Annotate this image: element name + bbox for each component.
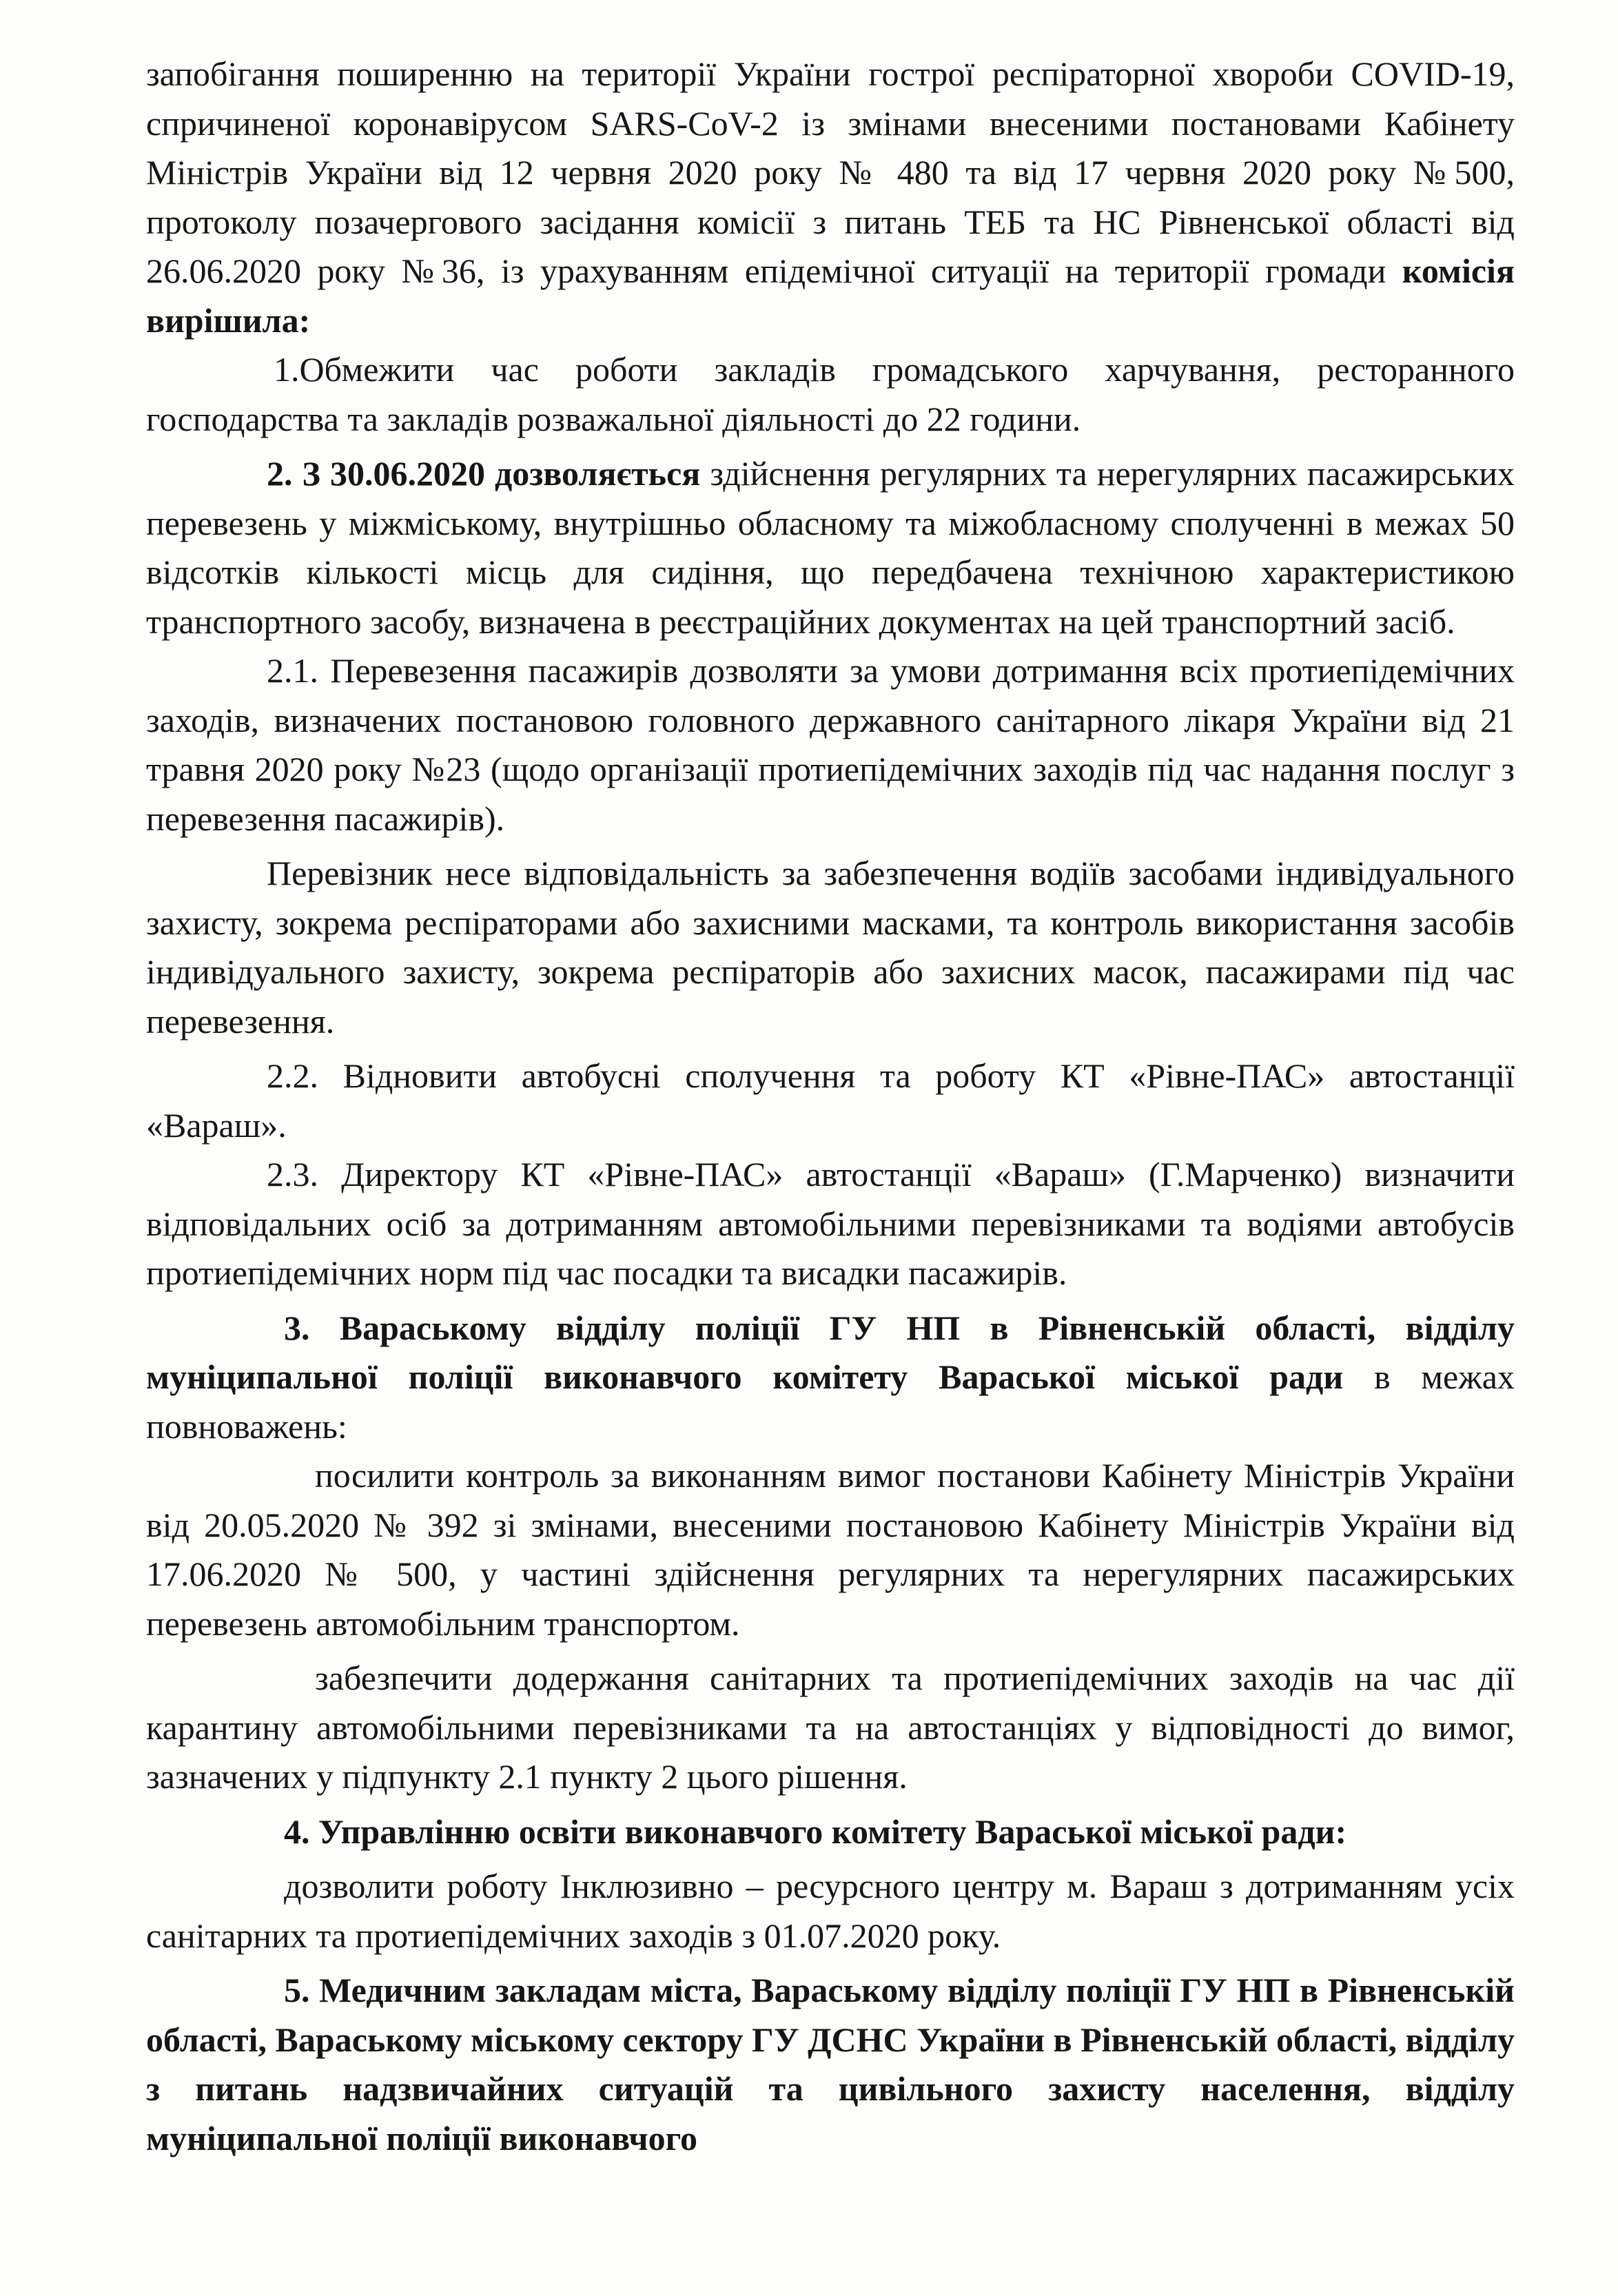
item-4-permit-text: дозволити роботу Інклюзивно – ресурсного центру м. Вараш з дотриманням усіх санітарних та протиепідемічних заходів з 01.07.2020 року. [146,1867,1515,1955]
paragraph-preamble [146,50,1515,345]
paragraph-item-2 [146,449,1515,646]
item-5-heading: 5. Медичним закладам міста, Вараському відділу поліції ГУ НП в Рівненській області, Вараському міському сектору ГУ ДСНС України в Рівненській області, відділу з питань надзвичайних ситуацій та цивільного захисту населення, відділу муніципальної поліції виконавчого [146,1971,1515,2157]
item-2-text: здійснення регулярних та нерегулярних пасажирських перевезень у міжміському, внутрішньо обласному та міжобласному сполученні в межах 50 відсотків кількості місць для сидіння, що передбачена технічною характеристикою транспортного засобу, визначена в реєстраційних документах на цей транспортний засіб. [146,454,1515,641]
decision-heading: комісія вирішила: [146,252,1515,340]
paragraph-item-4 [146,1807,1515,1857]
item-3-text: в межах повноважень: [146,1357,1515,1446]
paragraph-item-4-permit [146,1862,1515,1960]
paragraph-carrier-responsibility [146,849,1515,1046]
item-4-heading: 4. Управлінню освіти виконавчого комітету Вараської міської ради: [284,1812,1347,1851]
paragraph-item-2-2 [146,1052,1515,1150]
preamble-text: запобігання поширенню на території України гострої респіраторної хвороби COVID-19, спричиненої коронавірусом SARS-CoV-2 із змінами внесеними постановами Кабінету Міністрів України від 12 червня 2020 року № 480 та від 17 червня 2020 року №500, протоколу позачергового засідання комісії з питань ТЕБ та НС Рівненської області від 26.06.2020 року №36, із урахуванням епідемічної ситуації на території громади [146,54,1515,290]
paragraph-item-2-3 [146,1150,1515,1298]
paragraph-item-3 [146,1304,1515,1452]
carrier-responsibility-text: Перевізник несе відповідальність за забезпечення водіїв засобами індивідуального захисту, зокрема респіраторами або захисними масками, та контроль використання засобів індивідуального захисту, зокрема респіраторів або захисних масок, пасажирами під час перевезення. [146,854,1515,1041]
item-3-heading: 3. Вараському відділу поліції ГУ НП в Рівненській області, відділу муніципальної поліції виконавчого комітету Вараської міської ради [146,1308,1515,1396]
paragraph-item-3-control [146,1451,1515,1648]
item-2-heading: 2. З 30.06.2020 дозволяється [267,454,701,493]
paragraph-item-3-sanitary [146,1654,1515,1802]
paragraph-item-5 [146,1966,1515,2163]
paragraph-item-1 [146,345,1515,444]
item-1-text: 1.Обмежити час роботи закладів громадського харчування, ресторанного господарства та закладів розважальної діяльності до 22 години. [146,350,1515,438]
item-2-2-text: 2.2. Відновити автобусні сполучення та роботу КТ «Рівне-ПАС» автостанції «Вараш». [146,1056,1515,1145]
item-3-sanitary-text: забезпечити додержання санітарних та протиепідемічних заходів на час дії карантину автомобільними перевізниками та на автостанціях у відповідності до вимог, зазначених у підпункту 2.1 пункту 2 цього рішення. [146,1659,1515,1796]
item-3-control-text: посилити контроль за виконанням вимог постанови Кабінету Міністрів України від 20.05.2020 № 392 зі змінами, внесеними постановою Кабінету Міністрів України від 17.06.2020 № 500, у частині здійснення регулярних та нерегулярних пасажирських перевезень автомобільним транспортом. [146,1456,1515,1643]
item-2-1-text: 2.1. Перевезення пасажирів дозволяти за умови дотримання всіх протиепідемічних заходів, визначених постановою головного державного санітарного лікаря України від 21 травня 2020 року №23 (щодо організації протиепідемічних заходів під час надання послуг з перевезення пасажирів). [146,651,1515,838]
item-2-3-text: 2.3. Директору КТ «Рівне-ПАС» автостанції «Вараш» (Г.Марченко) визначити відповідальних осіб за дотриманням автомобільними перевізниками та водіями автобусів протиепідемічних норм під час посадки та висадки пасажирів. [146,1155,1515,1292]
paragraph-item-2-1 [146,646,1515,843]
